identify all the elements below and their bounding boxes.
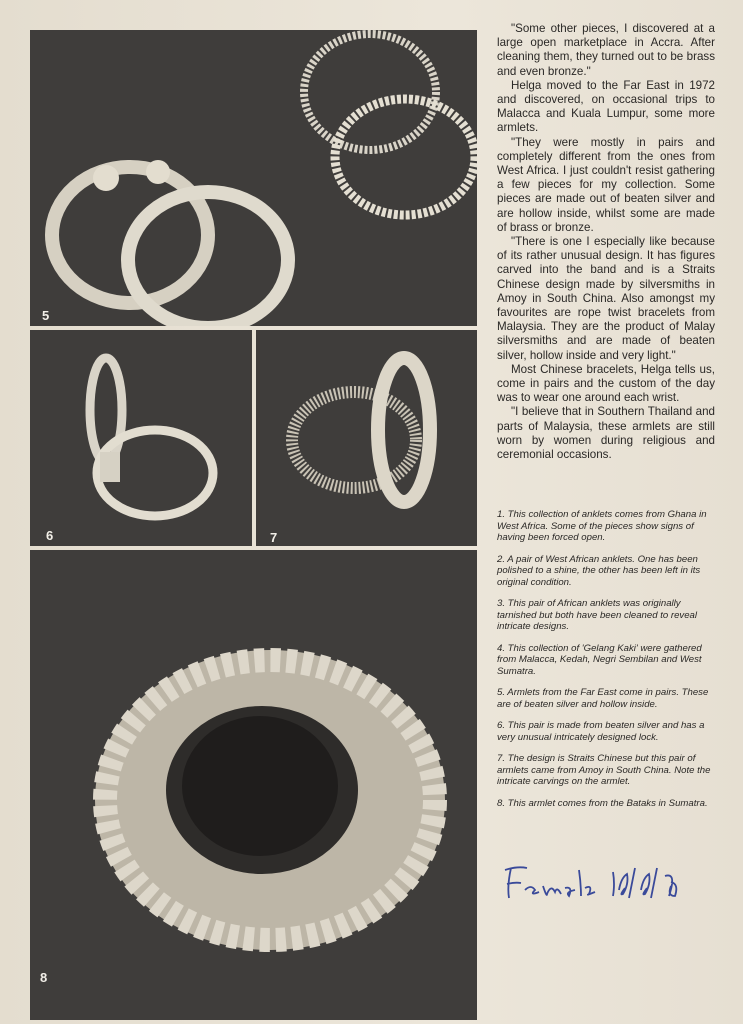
plate-number-8: 8 — [40, 970, 48, 985]
photo-captions — [497, 509, 719, 819]
article-paragraph: "Some other pieces, I discovered at a large open marketplace in Accra. After cleaning them, they turned out to be brass and even bronze." — [497, 22, 715, 78]
caption-1: 1. This collection of anklets comes from Ghana in West Africa. Some of the pieces show signs of having been forced open. — [497, 509, 707, 543]
photo-5-armlet-pairs — [30, 30, 477, 326]
caption-7: 7. The design is Straits Chinese but this pair of armlets came from Amoy in South China. Note the intricate carvings on the armlet. — [497, 753, 711, 787]
caption-8: 8. This armlet comes from the Bataks in Sumatra. — [497, 797, 708, 809]
article-paragraph: "I believe that in Southern Thailand and parts of Malaysia, these armlets are still worn by women during religious and ceremonial occasions. — [497, 405, 715, 462]
caption-3: 3. This pair of African anklets was originally tarnished but both have been cleaned to reveal intricate designs. — [497, 598, 698, 632]
photo-8-batak-armlet — [30, 550, 477, 1020]
carved-armlets-illustration — [256, 330, 477, 546]
caption-2: 2. A pair of West African anklets. One has been polished to a shine, the other has been left in its original condition. — [497, 553, 701, 588]
article-paragraph: Most Chinese bracelets, Helga tells us, come in pairs and the custom of the day was to wear one around each wrist. — [497, 362, 715, 405]
photo-7-carved-armlets — [256, 330, 477, 546]
caption-4: 4. This collection of 'Gelang Kaki' were gathered from Malacca, Kedah, Negri Sembilan and West Sumatra. — [497, 642, 702, 677]
handwritten-note — [495, 858, 725, 908]
caption-6: 6. This pair is made from beaten silver and has a very unusual intricately designed lock. — [497, 720, 705, 743]
batak-armlet-illustration — [30, 550, 477, 1020]
article-paragraph: Helga moved to the Far East in 1972 and discovered, on occasional trips to Malacca and Kuala Lumpur, some more armlets. — [497, 78, 715, 135]
plate-number-7: 7 — [270, 530, 278, 545]
plate-number-5: 5 — [42, 308, 50, 323]
plate-number-6: 6 — [46, 528, 54, 543]
photo-6-lock-armlets — [30, 330, 252, 546]
article-paragraph: "They were mostly in pairs and completely different from the ones from West Africa. I just couldn't resist gathering a few pieces for my collection. Some pieces are made out of beaten silver and are hollow inside, whilst some are made of brass or bronze. — [497, 135, 715, 234]
article-paragraph: "There is one I especially like because of its rather unusual design. It has figures carved into the band and is a Straits Chinese design made by silversmiths in Amoy in South China. Also amongst my favourites are rope twist bracelets from Malaysia. They are the product of Malay silversmiths and are made of beaten silver, hollow inside and very light." — [497, 235, 715, 362]
caption-5: 5. Armlets from the Far East come in pairs. These are of beaten silver and hollow inside. — [497, 687, 709, 710]
lock-armlets-illustration — [30, 330, 252, 546]
article-text — [497, 22, 715, 462]
armlets-illustration — [30, 30, 477, 326]
